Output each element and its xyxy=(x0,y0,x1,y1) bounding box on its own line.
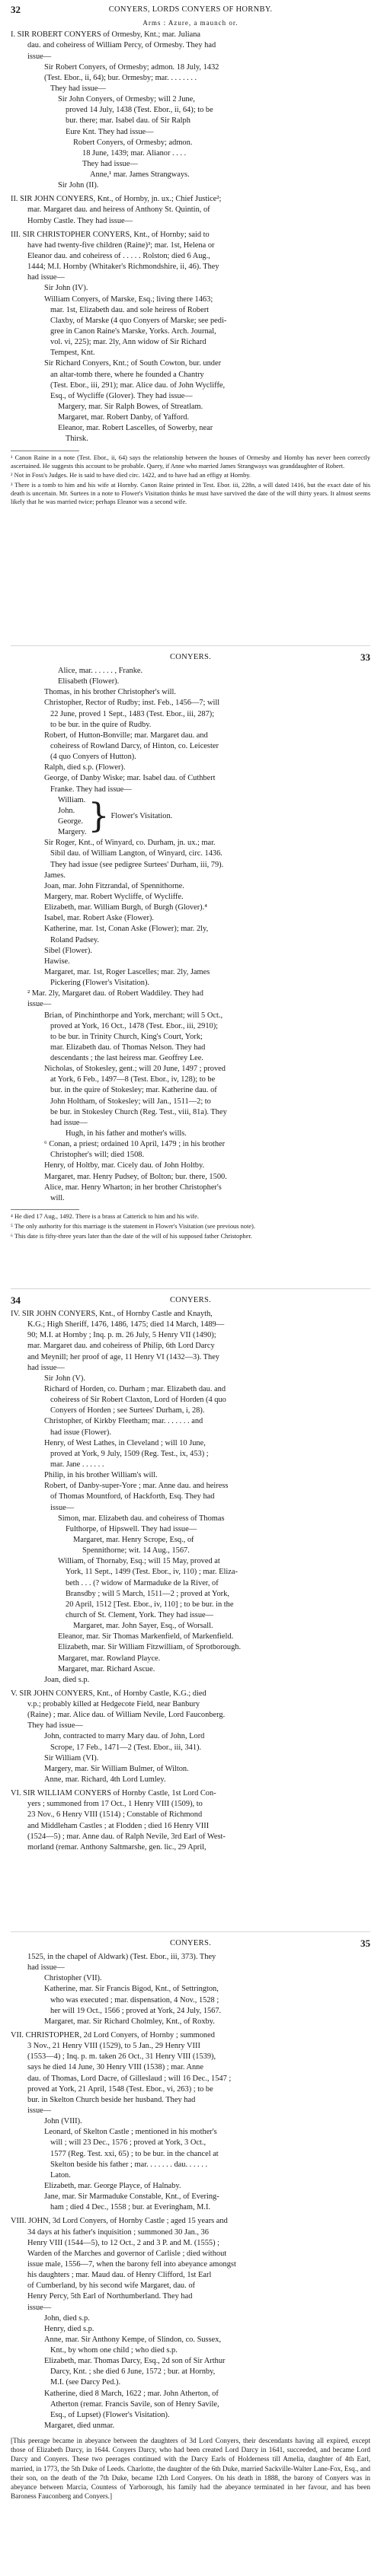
text-line: to be bur. in Trinity Church, King's Court, York; xyxy=(50,1032,203,1041)
text-line: Sir William (VI). xyxy=(44,1753,99,1762)
text-line: Thomas, in his brother Christopher's will. xyxy=(44,688,177,697)
text-line: bur. in the quire of Stokesley; mar. Katherine dau. of xyxy=(50,1086,217,1095)
text-line: James. xyxy=(44,871,66,880)
text-line: issue— xyxy=(27,2303,52,2312)
text-line: Alice, mar. Henry Wharton; in her brother Christopher's xyxy=(44,1183,222,1192)
text-line: Sibil dau. of William Langton, of Winyard, circ. 1436. xyxy=(50,849,223,858)
text-line: Margaret, mar. Robert Danby, of Yafford. xyxy=(58,413,190,422)
page-header xyxy=(11,1294,370,1307)
text-line: Eure Knt. They had issue— xyxy=(66,127,154,136)
text-line: Robert Conyers, of Ormesby; admon. xyxy=(73,138,193,147)
page-34 xyxy=(11,1288,370,1931)
text-line: mar. 1st, Elizabeth dau. and sole heiress of Robert xyxy=(50,305,210,314)
footnote: ⁴ He died 17 Aug., 1492. There is a brass at Catterick to him and his wife. xyxy=(11,1213,199,1221)
text-line: had issue— xyxy=(50,1118,88,1127)
text-line: will. xyxy=(50,1193,65,1202)
text-line: had issue (Flower). xyxy=(50,1428,111,1437)
text-line: an altar-tomb there, where he founded a Chantry xyxy=(50,370,204,379)
text-line: vol. vi, 225); mar. 2ly, Ann widow of Sir Richard xyxy=(50,338,207,347)
text-line: John Holtham, of Stokesley; will Jan., 1511—2; to xyxy=(50,1097,211,1106)
running-head: CONYERS. xyxy=(169,1939,212,1947)
text-line: IV. SIR JOHN CONYERS, Knt., of Hornby Castle and Knayth, xyxy=(11,1310,213,1318)
text-line: Knt., by whom one child ; who died s.p. xyxy=(50,2346,178,2355)
text-line: v.p.; probably killed at Hedgecote Field, near Banbury xyxy=(27,1700,200,1709)
footnote: ² Not in Foss's Judges. He is said to have died circ. 1422, and to have had an effigy at Hornby. xyxy=(11,472,251,479)
text-line: Nicholas, of Stokesley, gent.; will 20 June, 1497 ; proved xyxy=(44,1065,226,1074)
page-number: 35 xyxy=(360,1938,370,1949)
text-line: proved at York, 9 July, 1509 (Reg. Test., ix, 453) ; xyxy=(50,1449,209,1458)
text-line: Henry, died s.p. xyxy=(44,2324,94,2333)
text-line: had issue— xyxy=(27,1963,65,1973)
text-line: Jane, mar. Sir Marmaduke Constable, Knt., of Evering- xyxy=(44,2192,219,2202)
text-line: coheiress of Sir Robert Claxton, Lord of Horden (4 quo xyxy=(50,1396,226,1405)
text-line: William Conyers, of Marske, Esq.; living there 1463; xyxy=(44,295,213,304)
page-35 xyxy=(11,1931,370,2574)
running-head: CONYERS, LORDS CONYERS OF HORNBY. xyxy=(108,5,273,14)
text-line: Margaret, mar. Henry Pudsey, of Bolton; bur. there, 1500. xyxy=(44,1172,227,1181)
text-line: says he died 14 June, 30 Henry VIII (1538) ; mar. Anne xyxy=(27,2063,203,2072)
text-line: mar. Margaret dau. and coheiress of Philip, 6th Lord Darcy xyxy=(27,1342,215,1351)
text-line: Robert, of Hutton-Bonville; mar. Margaret dau. and xyxy=(44,731,208,740)
text-line: Philip, in his brother William's will. xyxy=(44,1471,158,1480)
text-line: mar. Elizabeth dau. of Thomas Nelson. They had xyxy=(50,1043,206,1052)
text-line: John (VIII). xyxy=(44,2117,82,2126)
text-line: Brian, of Pinchinthorpe and York, merchant; will 5 Oct., xyxy=(44,1011,223,1020)
text-line: Sir Roger, Knt., of Winyard, co. Durham, jn. ux.; mar. xyxy=(44,839,216,848)
text-line: Christopher's will; died 1508. xyxy=(50,1151,145,1160)
running-head: CONYERS. xyxy=(169,653,212,661)
text-line: issue— xyxy=(27,2106,52,2115)
text-line: Margery, mar. Sir William Bulmer, of Wilton. xyxy=(44,1764,189,1773)
text-line: They had issue— xyxy=(50,84,106,93)
text-line: Isabel, mar. Robert Aske (Flower). xyxy=(44,914,154,923)
text-line: Esq., of Wycliffe (Glover). They had issue— xyxy=(50,391,193,400)
text-line: bur. there; mar. Isabel dau. of Sir Ralph xyxy=(66,116,190,126)
text-line: Hugh, in his father and mother's wills. xyxy=(66,1129,187,1138)
text-line: dau. and coheiress of William Percy, of Ormesby. They had xyxy=(27,41,216,50)
text-line: Christopher, Rector of Rudby; inst. Feb., 1456—7; will xyxy=(44,699,220,708)
text-line: Bransdby ; will 5 March, 1511—2 ; proved at York, xyxy=(66,1589,229,1598)
text-line: Sir John (II). xyxy=(58,181,99,190)
text-line: Anne,¹ mar. James Strangways. xyxy=(90,170,190,180)
footnote: ⁵ The only authority for this marriage is the statement in Flower's Visitation (see previous note). xyxy=(11,1222,255,1230)
text-line: proved at York, 16 Oct., 1478 (Test. Ebor., iii, 2910); xyxy=(50,1021,219,1030)
text-line: Simon, mar. Elizabeth dau. and coheiress of Thomas xyxy=(58,1514,225,1523)
text-line: Robert, of Danby-super-Yore ; mar. Anne dau. and heiress xyxy=(44,1482,229,1491)
text-line: VI. SIR WILLIAM CONYERS of Hornby Castle, 1st Lord Con- xyxy=(11,1789,216,1798)
text-line: and Meynill; her proof of age, 11 Henry VI (1432—3). They xyxy=(27,1352,220,1361)
text-line: will ; will 23 Dec., 1576 ; proved at York, 3 Oct., xyxy=(50,2138,207,2148)
footnote: ⁶ This date is fifty-three years later than the date of the will of his supposed father Christopher. xyxy=(11,1232,252,1240)
text-line: Alice, mar. . . . . . , Franke. xyxy=(58,667,143,675)
text-line: descendants ; the last heiress mar. Geoffrey Lee. xyxy=(50,1054,203,1063)
running-head: CONYERS. xyxy=(169,1296,212,1304)
text-line: Margaret, mar. Henry Scrope, Esq., of xyxy=(73,1535,194,1544)
brace-names xyxy=(58,795,87,839)
footnote: ¹ Canon Raine in a note (Test. Ebor., ii, 64) says the relationship between the houses of Ormesby and Hornby has never been correctly ascertained. He suggests this account to be probable. Query, if Anne who married James Strangways was granddaughter of Robert. xyxy=(11,454,370,470)
text-line: Margaret, mar. John Sayer, Esq., of Worsall. xyxy=(73,1622,213,1631)
text-line: mar. Margaret dau. and heiress of Anthony St. Quintin, of xyxy=(27,205,210,215)
text-line: Christopher (VII). xyxy=(44,1974,102,1983)
text-line: John, contracted to marry Mary dau. of John, Lord xyxy=(44,1732,205,1741)
brace-name: John. xyxy=(58,806,75,815)
text-line: Margaret, died unmar. xyxy=(44,2422,115,2431)
text-line: proved at York, 21 April, 1548 (Test. Ebor., vi, 263) ; to be xyxy=(27,2084,213,2094)
brace-name: George. xyxy=(58,817,83,826)
text-line: Henry VIII (1544—5), to 12 Oct., 2 and 3 P. and M. (1555) ; xyxy=(27,2238,220,2247)
page-number: 33 xyxy=(360,651,370,663)
text-line: 18 June, 1439; mar. Alianor . . . . xyxy=(82,148,187,158)
page-number: 34 xyxy=(11,1294,21,1306)
text-line: John, died s.p. xyxy=(44,2313,90,2323)
text-line: Claxby, of Marske (4 quo Conyers of Marske; see pedi- xyxy=(50,316,227,325)
text-line: Anne, mar. Sir Anthony Kempe, of Slindon, co. Sussex, xyxy=(44,2335,222,2344)
text-line: Sir Robert Conyers, of Ormesby; admon. 18 July, 1432 xyxy=(44,62,219,72)
text-line: (Test. Ebor., ii, 64); bur. Ormesby; mar. . . . . . . . xyxy=(44,73,197,82)
page-32 xyxy=(11,3,370,645)
text-line: of Cumberland, by his second wife Margaret, dau. of xyxy=(27,2281,195,2291)
text-line: Warden of the Marches and governor of Carlisle ; died without xyxy=(27,2249,227,2258)
text-line: VIII. JOHN, 3d Lord Conyers, of Hornby Castle ; aged 15 years and xyxy=(11,2217,228,2226)
text-line: at York, 6 Feb., 1497—8 (Test. Ebor., iv, 128); to be xyxy=(50,1075,216,1084)
abeyance-note: [This peerage became in abeyance between the daughters of 3d Lord Conyers, their descendants having all expired, except those of Elizabeth Darcy, in 1644. Conyers Darcy, who had been created Lord Darcy in 1641, succeeded, and became Lord Darcy and Conyers. These two peerages continued with the Darcy Earls of Holderness till Amelia, daughter of 4th Earl, married, in 1773, the 5th Duke of Leeds. Charlotte, the daughter of the 6th Duke, married Sackville-Walter Lane-Fox, Esq., and their son, on the death of the 7th Duke, became 12th Lord Conyers. On his death in 1888, the barony of Conyers was in abeyance between Marcia, Countess of Yarborough, his family had the abeyance terminated in her favour, and has been Baroness Fauconberg and Conyers.] xyxy=(11,2437,370,2501)
text-line: church of St. Clement, York. They had issue— xyxy=(66,1610,214,1619)
text-line: Margery, mar. Robert Wycliffe, of Wycliffe. xyxy=(44,892,184,901)
text-line: dau. of Thomas, Lord Dacre, of Gilleslaud ; will 16 Dec., 1547 ; xyxy=(27,2074,232,2083)
text-line: issue— xyxy=(27,52,52,61)
text-line: Hawise. xyxy=(44,957,70,966)
page-header xyxy=(11,1937,370,1950)
text-line: Elizabeth, mar. Thomas Darcy, Esq., 2d son of Sir Arthur xyxy=(44,2357,226,2366)
text-line: proved 14 July, 1438 (Test. Ebor., ii, 64); to be xyxy=(66,106,213,115)
text-line: 90; M.I. at Hornby ; Inq. p. m. 26 July, 5 Henry VII (1490); xyxy=(27,1331,216,1340)
text-line: his daughters ; mar. Maud dau. of Henry Clifford, 1st Earl xyxy=(27,2271,212,2280)
text-line: Sir John Conyers, of Ormesby; will 2 June, xyxy=(58,95,195,104)
text-line: Eleanor, mar. Sir Thomas Markenfield, of Markenfield. xyxy=(58,1632,234,1641)
text-line: Scrope, 17 Feb., 1471—2 (Test. Ebor., iii, 341). xyxy=(50,1743,202,1752)
text-line: They had issue— xyxy=(27,1721,83,1731)
text-line: had issue— xyxy=(27,273,65,282)
text-line: Pickering (Flower's Visitation). xyxy=(50,979,150,988)
text-line: beth . . . (? widow of Marmaduke de la River, of xyxy=(66,1578,219,1587)
text-line: Conyers of Horden ; see Surtees' Durham, i, 28). xyxy=(50,1406,205,1415)
brace-name: William. xyxy=(58,795,86,804)
text-line: Eleanor, mar. Robert Lascelles, of Sowerby, near xyxy=(58,424,213,433)
text-line: Sir John (IV). xyxy=(44,284,88,293)
text-line: 20 April, 1512 [Test. Ebor., iv, 110] ; to be bur. in the xyxy=(66,1600,234,1609)
brace-name: Margery. xyxy=(58,828,87,837)
page-number: 32 xyxy=(11,4,21,15)
text-line: 1525, in the chapel of Aldwark) (Test. Ebor., iii, 373). They xyxy=(27,1953,216,1961)
text-line: (Raine) ; mar. Alice dau. of William Nevile, Lord Fauconberg. xyxy=(27,1711,226,1720)
text-line: of Thomas Mountford, of Hackforth, Esq. They had xyxy=(50,1492,215,1501)
text-line: Katherine, mar. Sir Francis Bigod, Knt., of Settrington, xyxy=(44,1985,219,1994)
text-line: her will 19 Oct., 1566 ; proved at York, 24 July, 1567. xyxy=(50,2006,222,2015)
text-line: coheiress of Rowland Darcy, of Hinton, co. Leicester xyxy=(50,741,219,750)
text-line: yers ; summoned from 17 Oct., 1 Henry VIII (1509), to xyxy=(27,1800,203,1809)
text-line: Tempest, Knt. xyxy=(50,349,95,358)
text-line: Esq., of Lupset) (Flower's Visitation). xyxy=(50,2410,170,2419)
text-line: Elizabeth, mar. Sir William Fitzwilliam, of Sprotborough. xyxy=(58,1643,242,1652)
text-line: 23 Nov., 6 Henry VIII (1514) ; Constable of Richmond xyxy=(27,1810,203,1820)
text-line: Laton. xyxy=(50,2170,71,2180)
text-line: (4 quo Conyers of Hutton). xyxy=(50,753,136,762)
text-line: (1553—4) ; Inq. p. m. taken 26 Oct., 31 Henry VIII (1539), xyxy=(27,2052,216,2062)
text-line: Darcy, Knt. ; she died 6 June, 1572 ; bur. at Hornby, xyxy=(50,2367,216,2377)
text-line: Sibel (Flower). xyxy=(44,946,92,955)
text-line: Sir John (V). xyxy=(44,1374,85,1383)
text-line: have had twenty-five children (Raine)³; mar. 1st, Helena or xyxy=(27,240,215,250)
brace-group xyxy=(11,795,370,839)
text-line: Richard of Horden, co. Durham ; mar. Elizabeth dau. and xyxy=(44,1384,226,1393)
text-line: 34 days at his father's inquisition ; summoned 30 Jan., 36 xyxy=(27,2227,209,2237)
text-line: issue— xyxy=(50,1503,75,1512)
text-line: York, 11 Sept., 1499 (Test. Ebor., iv, 110) ; mar. Eliza- xyxy=(66,1568,238,1577)
text-line: who was executed ; mar. dispensation, 4 Nov., 1528 ; xyxy=(50,1995,219,2004)
text-line: II. SIR JOHN CONYERS, Knt., of Hornby, jn. ux.; Chief Justice²; xyxy=(11,195,222,204)
text-line: V. SIR JOHN CONYERS, Knt., of Hornby Castle, K.G.; died xyxy=(11,1689,207,1698)
text-line: ham ; died 4 Dec., 1558 ; bur. at Everingham, M.I. xyxy=(50,2203,211,2212)
text-line: Joan, died s.p. xyxy=(44,1675,90,1684)
text-line: K.G.; High Sheriff, 1476, 1486, 1475; died 14 March, 1489— xyxy=(27,1320,225,1329)
text-line: Hornby Castle. They had issue— xyxy=(27,216,133,225)
text-line: to be bur. in the quire of Rudby. xyxy=(50,720,152,729)
text-line: Margaret, mar. 1st, Roger Lascelles; mar. 2ly, James xyxy=(44,967,210,976)
page-header xyxy=(11,3,370,17)
text-line: mar. Jane . . . . . . xyxy=(50,1460,104,1469)
text-line: Sir Richard Conyers, Knt.; of South Cowton, bur. under xyxy=(44,359,222,368)
page-header xyxy=(11,651,370,664)
text-line: and Middleham Castles ; at Flodden ; died 16 Henry VIII xyxy=(27,1821,210,1830)
text-line: Eleanor dau. and coheiress of . . . . . Rolston; died 6 Aug., xyxy=(27,252,210,261)
text-line: III. SIR CHRISTOPHER CONYERS, Knt., of Hornby; said to xyxy=(11,230,210,239)
text-line: ² Mar. 2ly, Margaret dau. of Robert Waddiley. They had xyxy=(27,989,203,998)
text-line: Elisabeth (Flower). xyxy=(58,677,120,686)
text-line: Skelton beside his father ; mar. . . . . . . dau. . . . . . xyxy=(50,2160,208,2169)
text-line: 1577 (Reg. Test. xxi, 65) ; to be bur. in the chancel at xyxy=(50,2149,219,2158)
text-line: Margaret, mar. Rowland Playce. xyxy=(58,1654,161,1663)
text-line: Joan, mar. John Fitzrandal, of Spennithorne. xyxy=(44,881,184,890)
text-line: I. SIR ROBERT CONYERS of Ormesby, Knt.; mar. Juliana xyxy=(11,30,201,40)
footnote: ³ There is a tomb to him and his wife at Hornby. Canon Raine printed in Test. Ebor. iii, 228n, a will dated 1416, but the exact date of his death is uncertain. Mr. Surtees in a note to Flower's Visitation thinks he must have survived the date of the will thirty years. It almost seems likely that he was married twice; perhaps Eleanor was a second wife. xyxy=(11,482,370,506)
text-line: Atherton (remar. Francis Savile, son of Henry Savile, xyxy=(50,2399,219,2409)
text-line: Fulthorpe, of Hipswell. They had issue— xyxy=(66,1524,197,1533)
text-line: 22 June, proved 1 Sept., 1483 (Test. Ebor., iii, 287); xyxy=(50,709,215,718)
text-line: Katherine, mar. 1st, Conan Aske (Flower); mar. 2ly, xyxy=(44,925,209,934)
text-line: M.I. (see Darcy Ped.). xyxy=(50,2378,121,2387)
text-line: (Test. Ebor., iii, 291); mar. Alice dau. of John Wycliffe, xyxy=(50,381,226,390)
text-line: Margaret, mar. Sir Richard Cholmley, Knt., of Roxby. xyxy=(44,2017,215,2026)
brace-note: Flower's Visitation. xyxy=(110,811,173,820)
text-line: Christopher, of Kirkby Fleetham; mar. . . . . . . and xyxy=(44,1417,203,1426)
text-line: Henry Percy, 5th Earl of Northumberland. They had xyxy=(27,2292,193,2301)
text-line: Spennithorne; wit. 14 Aug., 1567. xyxy=(82,1546,190,1555)
text-line: Margaret, mar. Richard Ascue. xyxy=(58,1664,155,1673)
text-line: Ralph, died s.p. (Flower). xyxy=(44,763,126,772)
text-line: Margery, mar. Sir Ralph Bowes, of Streatlam. xyxy=(58,403,203,412)
text-line: issue male, 1556—7, when the barony fell into abeyance amongst xyxy=(27,2259,236,2269)
arms-line: Arms : Azure, a maunch or. xyxy=(142,19,239,27)
text-line: be bur. in Stokesley Church (Reg. Test., viii, 81a). They xyxy=(50,1107,227,1116)
text-line: ⁶ Conan, a priest; ordained 10 April, 1479 ; in his brother xyxy=(44,1140,226,1149)
text-line: 3 Nov., 21 Henry VIII (1529), to 5 Jan., 29 Henry VIII xyxy=(27,2042,200,2051)
text-line: William, of Thornaby, Esq.; will 15 May, proved at xyxy=(58,1557,220,1566)
page-33 xyxy=(11,645,370,1288)
text-line: Roland Padsey. xyxy=(50,935,99,944)
brace-glyph: } xyxy=(88,797,110,836)
text-line: gree in Canon Raine's Marske, Yorks. Arch. Journal, xyxy=(50,327,216,336)
text-line: They had issue— xyxy=(82,159,138,168)
text-line: bur. in Skelton Church beside her husband. They had xyxy=(27,2095,196,2104)
text-line: Elizabeth, mar. William Burgh, of Burgh (Glover).⁴ xyxy=(44,903,207,912)
text-line: Elizabeth, mar. George Playce, of Halnaby. xyxy=(44,2181,181,2190)
text-line: Leonard, of Skelton Castle ; mentioned in his mother's xyxy=(44,2128,217,2137)
text-line: issue— xyxy=(27,1000,52,1009)
text-line: morland (remar. Anthony Saltmarshe, gen. lic., 29 April, xyxy=(27,1842,207,1852)
text-line: Anne, mar. Richard, 4th Lord Lumley. xyxy=(44,1775,166,1785)
text-line: Henry, of West Lathes, in Cleveland ; will 10 June, xyxy=(44,1438,206,1447)
text-line: George, of Danby Wiske; mar. Isabel dau. of Cuthbert xyxy=(44,774,216,783)
text-line: had issue— xyxy=(27,1363,65,1372)
text-line: Thirsk. xyxy=(66,435,88,444)
text-line: They had issue (see pedigree Surtees' Durham, iii, 79). xyxy=(50,860,224,869)
text-line: Henry, of Holtby, mar. Cicely dau. of John Holtby. xyxy=(44,1161,205,1170)
text-line: (1524—5) ; mar. Anne dau. of Ralph Nevile, 3rd Earl of West- xyxy=(27,1832,226,1841)
text-line: VII. CHRISTOPHER, 2d Lord Conyers, of Hornby ; summoned xyxy=(11,2030,215,2039)
text-line: Franke. They had issue— xyxy=(50,785,132,794)
text-line: Katherine, died 8 March, 1622 ; mar. John Atherton, of xyxy=(44,2389,219,2398)
footnote-rule xyxy=(11,1209,79,1210)
text-line: 1444; M.I. Hornby (Whitaker's Richmondshire, ii, 46). They xyxy=(27,263,219,272)
